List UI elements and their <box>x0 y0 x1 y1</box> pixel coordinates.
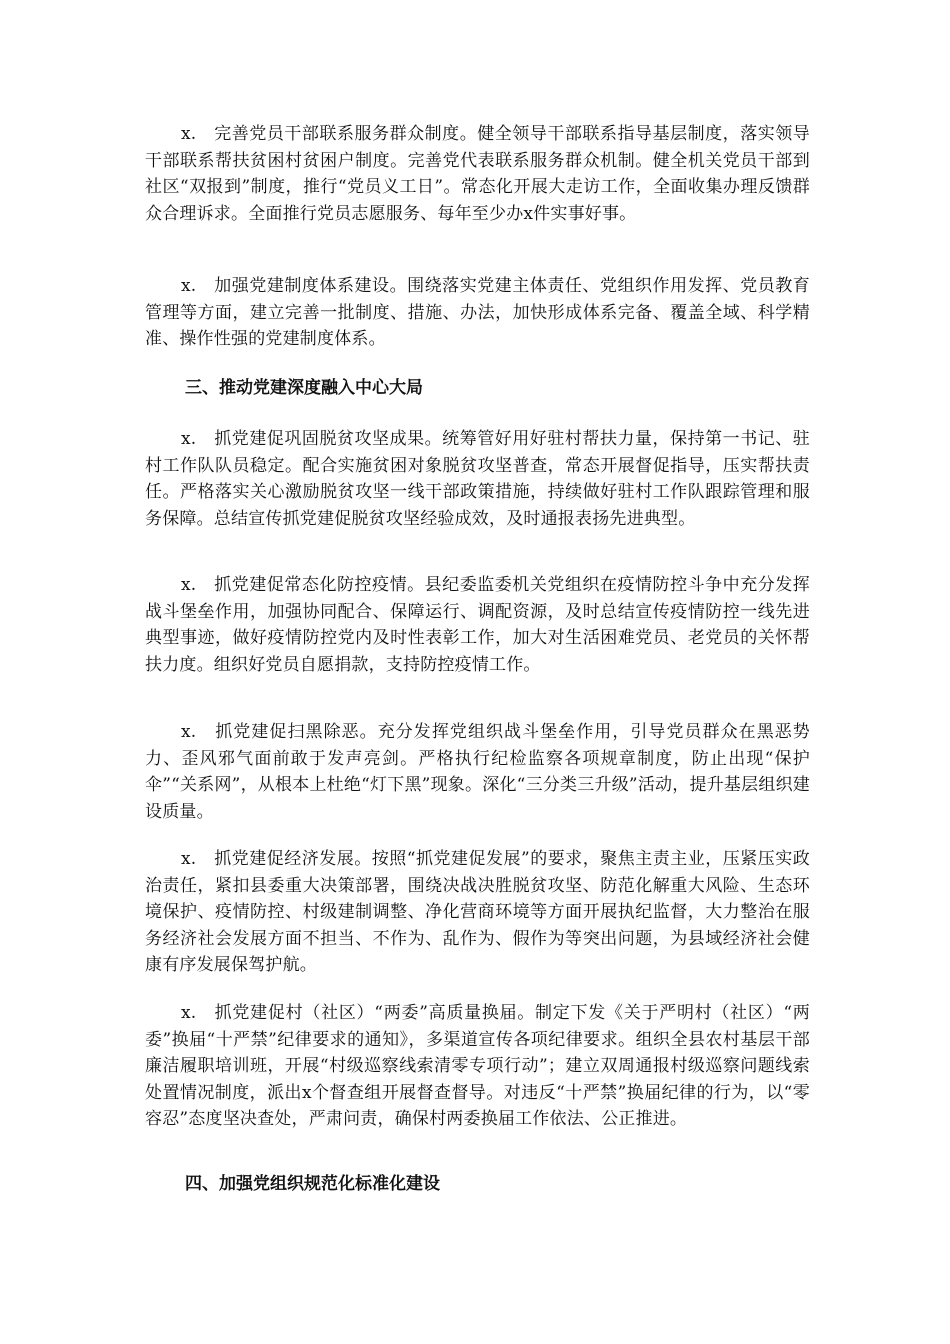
paragraph-anti-crime: x. 抓党建促扫黑除恶。充分发挥党组织战斗堡垒作用，引导党员群众在黑恶势力、歪风邪气面前敢于发声亮剑。严格执行纪检监察各项规章制度，防止出现“保护伞”“关系网”，从根本上杜绝“灯下黑”现象。深化“三分类三升级”活动，提升基层组织建设质量。 <box>145 722 810 822</box>
section-heading-4: 四、加强党组织规范化标准化建设 <box>185 1174 440 1194</box>
paragraph-contact-masses: x. 完善党员干部联系服务群众制度。健全领导干部联系指导基层制度，落实领导干部联系帮扶贫困村贫困户制度。完善党代表联系服务群众机制。健全机关党员干部到社区“双报到”制度，推行“党员义工日”。常态化开展大走访工作，全面收集办理反馈群众合理诉求。全面推行党员志愿服务、每年至少办x件实事好事。 <box>145 124 810 224</box>
paragraph-system-building: x. 加强党建制度体系建设。围绕落实党建主体责任、党组织作用发挥、党员教育管理等方面，建立完善一批制度、措施、办法，加快形成体系完备、覆盖全域、科学精准、操作性强的党建制度体系。 <box>145 276 810 349</box>
paragraph-election: x. 抓党建促村（社区）“两委”高质量换届。制定下发《关于严明村（社区）“两委”换届“十严禁”纪律要求的通知》，多渠道宣传各项纪律要求。组织全县农村基层干部廉洁履职培训班，开展“村级巡察线索清零专项行动”；建立双周通报村级巡察问题线索处置情况制度，派出x个督查组开展督查督导。对违反“十严禁”换届纪律的行为，以“零容忍”态度坚决查处，严肃问责，确保村两委换届工作依法、公正推进。 <box>145 1003 810 1129</box>
paragraph-economic-development: x. 抓党建促经济发展。按照“抓党建促发展”的要求，聚焦主责主业，压紧压实政治责任，紧扣县委重大决策部署，围绕决战决胜脱贫攻坚、防范化解重大风险、生态环境保护、疫情防控、村级建制调整、净化营商环境等方面开展执纪监督，大力整治在服务经济社会发展方面不担当、不作为、乱作为、假作为等突出问题，为县域经济社会健康有序发展保驾护航。 <box>145 849 810 975</box>
section-heading-3: 三、推动党建深度融入中心大局 <box>185 378 423 398</box>
paragraph-poverty-alleviation: x. 抓党建促巩固脱贫攻坚成果。统筹管好用好驻村帮扶力量，保持第一书记、驻村工作队队员稳定。配合实施贫困对象脱贫攻坚普查，常态开展督促指导，压实帮扶责任。严格落实关心激励脱贫攻坚一线干部政策措施，持续做好驻村工作队跟踪管理和服务保障。总结宣传抓党建促脱贫攻坚经验成效，及时通报表扬先进典型。 <box>145 429 810 529</box>
paragraph-epidemic-control: x. 抓党建促常态化防控疫情。县纪委监委机关党组织在疫情防控斗争中充分发挥战斗堡垒作用，加强协同配合、保障运行、调配资源，及时总结宣传疫情防控一线先进典型事迹，做好疫情防控党内及时性表彰工作，加大对生活困难党员、老党员的关怀帮扶力度。组织好党员自愿捐款，支持防控疫情工作。 <box>145 575 810 675</box>
